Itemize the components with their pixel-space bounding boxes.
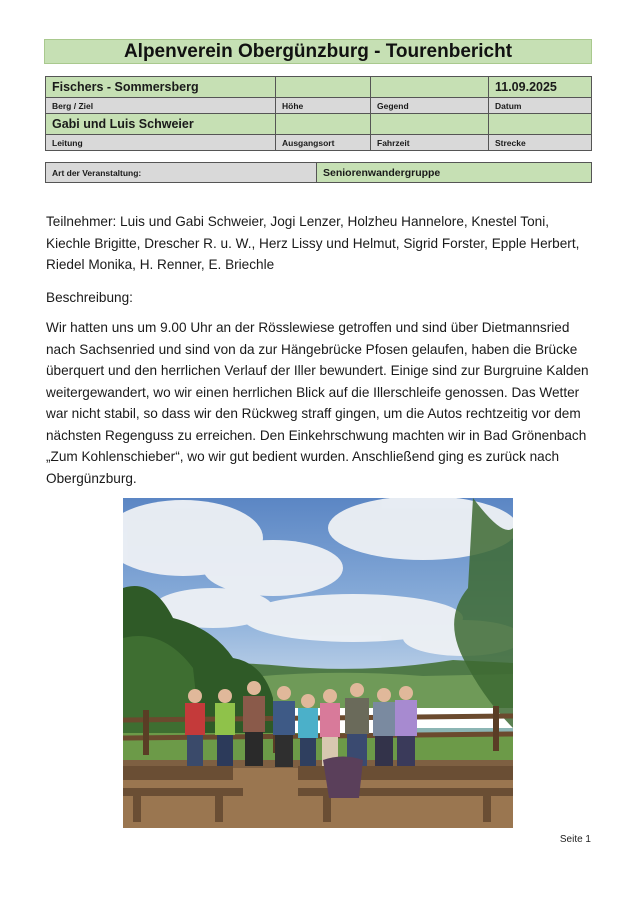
- tour-info-table: [45, 76, 592, 151]
- gegend-value: [371, 77, 489, 98]
- ausgangsort-value: [276, 114, 371, 135]
- participants-text: Teilnehmer: Luis und Gabi Schweier, Jogi Lenzer, Holzheu Hannelore, Knestel Toni, Kiechle Brigitte, Drescher R. u. W., Herz Lissy und Helmut, Sigrid Forster, Epple Herbert, Riedel Monika, H. Renner, E. Briechle: [46, 214, 580, 272]
- page-number: Seite 1: [559, 834, 591, 845]
- event-type-value: Seniorenwandergruppe: [317, 163, 592, 183]
- event-type-label: Art der Veranstaltung:: [46, 163, 317, 183]
- leitung-value: Gabi und Luis Schweier: [46, 114, 276, 135]
- leitung-label: Leitung: [46, 135, 276, 151]
- fahrzeit-label: Fahrzeit: [371, 135, 489, 151]
- datum-value: 11.09.2025: [489, 77, 592, 98]
- hoehe-value: [276, 77, 371, 98]
- strecke-label: Strecke: [489, 135, 592, 151]
- strecke-value: [489, 114, 592, 135]
- ziel-label: Berg / Ziel: [46, 98, 276, 114]
- datum-label: Datum: [489, 98, 592, 114]
- hoehe-label: Höhe: [276, 98, 371, 114]
- group-photo: [123, 498, 513, 828]
- gegend-label: Gegend: [371, 98, 489, 114]
- ziel-value: Fischers - Sommersberg: [46, 77, 276, 98]
- fahrzeit-value: [371, 114, 489, 135]
- event-type-table: [45, 162, 592, 183]
- description-text: Wir hatten uns um 9.00 Uhr an der Rösslewiese getroffen und sind über Dietmannsried nach Sachsenried und sind von da zur Hängebrücke Pfosen gelaufen, haben die Brücke überquert und den herrlichen Verlauf der Iller bewundert. Einige sind zur Burgruine Kalden weitergewandert, wo wir einen herrlichen Blick auf die Illerschleife genossen. Das Wetter war nicht stabil, so dass wir den Rückweg straff gingen, um die Autos rechtzeitig vor dem nächsten Regenguss zu erreichen. Den Einkehrschwung machten wir in Bad Grönenbach „Zum Kohlenschieber“, wo wir gut bedient wurden. Anschließend ging es zurück nach Obergünzburg.: [46, 320, 589, 486]
- ausgangsort-label: Ausgangsort: [276, 135, 371, 151]
- description-label: Beschreibung:: [46, 290, 133, 305]
- page-title: Alpenverein Obergünzburg - Tourenbericht: [44, 39, 592, 64]
